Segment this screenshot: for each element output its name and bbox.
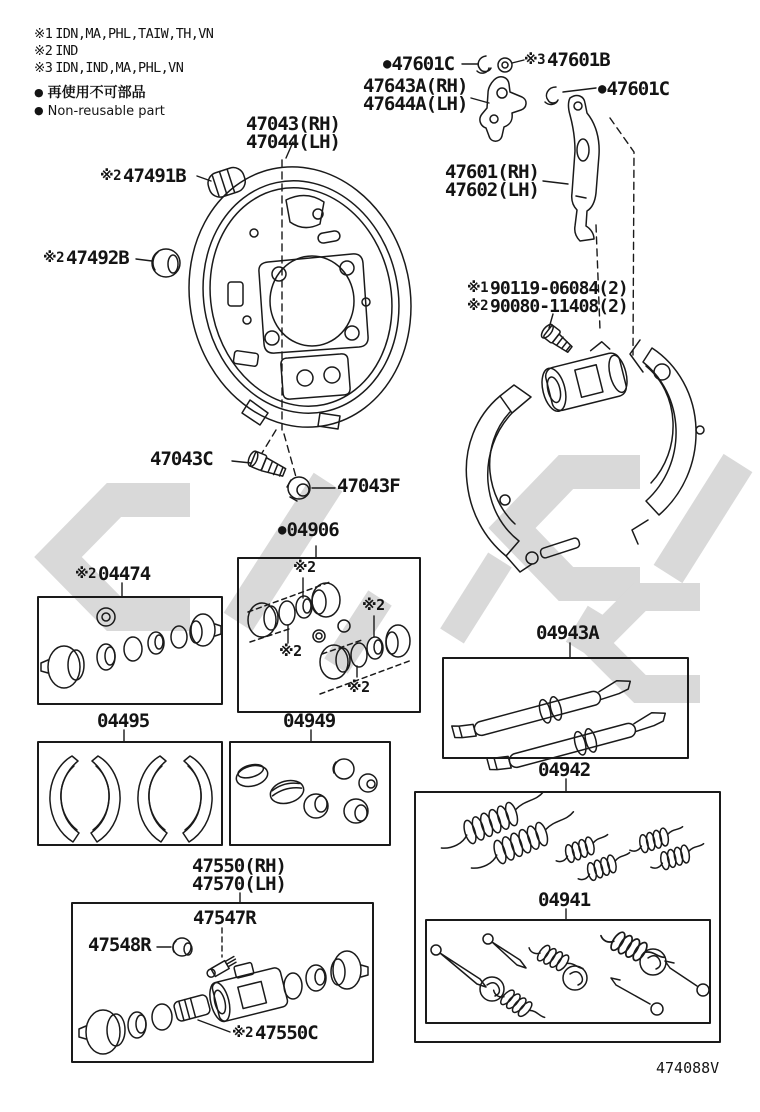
lever-47643a-drawing bbox=[480, 77, 526, 141]
applicability-note: ※2 bbox=[467, 298, 489, 314]
part-number: 47043C bbox=[150, 448, 213, 470]
applicability-note: ※2 bbox=[75, 566, 97, 582]
part-label-04495 bbox=[97, 712, 149, 731]
nonreusable-legend bbox=[34, 84, 213, 121]
applicability-note: ※2 bbox=[362, 596, 385, 614]
part-label-04906 bbox=[278, 521, 339, 540]
part-number: 47643A(RH) bbox=[363, 75, 468, 97]
part-number: 47043F bbox=[337, 475, 400, 497]
nonreusable-en bbox=[34, 102, 213, 121]
nonreusable-jp bbox=[34, 84, 213, 102]
applicability-note: ※2 bbox=[232, 1025, 254, 1041]
part-label-04942 bbox=[538, 761, 590, 780]
clip-47601c-right-drawing bbox=[545, 87, 558, 104]
part-label-47601c-top bbox=[383, 55, 454, 74]
part-number: 47644A(LH) bbox=[363, 93, 468, 115]
part-label-47492b bbox=[43, 249, 129, 268]
kit-04495-contents bbox=[50, 756, 212, 842]
part-label-47602 bbox=[445, 181, 539, 200]
applicability-note: ※2 bbox=[293, 558, 316, 576]
applicability-note: ※2 bbox=[347, 678, 370, 696]
part-number: 47550C bbox=[255, 1022, 318, 1044]
part-number: 47601(RH) bbox=[445, 161, 539, 183]
part-number: 04943A bbox=[536, 622, 599, 644]
kit-04942-contents bbox=[434, 792, 706, 884]
part-label-marker-04906-b bbox=[279, 643, 304, 662]
wheel-cylinder-assembly-drawing bbox=[535, 338, 631, 414]
part-number: 47550(RH) bbox=[192, 855, 286, 877]
part-number: 47491B bbox=[123, 165, 186, 187]
note-text-1: IDN,MA,PHL,TAIW,TH,VN bbox=[55, 26, 214, 42]
note-symbol-2: ※2 bbox=[34, 43, 53, 59]
drawing-code: 474088V bbox=[656, 1059, 720, 1077]
applicability-note: ※3 bbox=[524, 52, 546, 68]
part-number: 47570(LH) bbox=[192, 873, 286, 895]
part-number: 47043(RH) bbox=[246, 113, 340, 135]
part-label-04949 bbox=[283, 712, 335, 731]
legend-note-2 bbox=[34, 43, 213, 60]
box-04949 bbox=[230, 742, 390, 845]
nonreusable-bullet-icon: ● bbox=[278, 522, 286, 538]
part-number: 47601C bbox=[391, 53, 455, 75]
part-label-marker-04906-c bbox=[362, 597, 387, 616]
part-label-47043f bbox=[337, 477, 400, 496]
part-number: 90080-11408(2) bbox=[490, 296, 628, 317]
part-number: 04941 bbox=[538, 889, 591, 911]
part-label-47547r bbox=[193, 909, 256, 928]
bolt-90119-drawing bbox=[539, 322, 575, 355]
clip-47601c-top-drawing bbox=[477, 56, 512, 73]
part-label-47644a bbox=[363, 95, 467, 114]
applicability-note: ※2 bbox=[100, 168, 122, 184]
applicability-note: ※1 bbox=[467, 280, 489, 296]
plug-47492b-drawing bbox=[152, 249, 180, 277]
nonreusable-en-text: Non-reusable part bbox=[47, 104, 165, 119]
nonreusable-bullet-icon: ● bbox=[383, 56, 391, 72]
note-text-2: IND bbox=[55, 43, 78, 59]
kit-04941-contents bbox=[431, 920, 709, 1031]
part-number: 47548R bbox=[88, 934, 151, 956]
box-04943a bbox=[443, 658, 688, 758]
part-number: 47044(LH) bbox=[246, 131, 340, 153]
part-number: 47602(LH) bbox=[445, 179, 539, 201]
part-label-04474 bbox=[75, 565, 150, 584]
note-symbol-3: ※3 bbox=[34, 60, 53, 76]
part-label-47601c-right bbox=[598, 80, 669, 99]
part-label-47491b bbox=[100, 167, 186, 186]
part-number: 04906 bbox=[286, 519, 339, 541]
part-number: 90119-06084(2) bbox=[490, 278, 628, 299]
part-label-47550c bbox=[232, 1024, 318, 1043]
part-label-47548r bbox=[88, 936, 151, 955]
legend bbox=[34, 26, 213, 121]
box-04495 bbox=[38, 742, 222, 845]
bullet-icon: ● bbox=[34, 104, 44, 117]
applicability-note: ※2 bbox=[43, 250, 65, 266]
kit-04949-contents bbox=[234, 759, 377, 823]
part-number: 04474 bbox=[98, 563, 151, 585]
part-label-marker-04906-a bbox=[293, 559, 318, 578]
part-number: 04942 bbox=[538, 759, 591, 781]
part-label-marker-04906-d bbox=[347, 679, 372, 698]
nonreusable-bullet-icon: ● bbox=[598, 81, 606, 97]
part-number: 47547R bbox=[193, 907, 256, 929]
part-label-90080-11408 bbox=[467, 298, 628, 316]
part-number: 47492B bbox=[66, 247, 129, 269]
part-label-47601b bbox=[524, 51, 610, 70]
strut-47601-drawing bbox=[569, 96, 600, 241]
part-label-47044 bbox=[246, 133, 340, 152]
backing-plate-drawing bbox=[165, 146, 435, 448]
bolt-47043c-drawing bbox=[246, 450, 287, 479]
part-label-04941 bbox=[538, 891, 590, 910]
part-number: 47601C bbox=[606, 78, 670, 100]
applicability-note: ※2 bbox=[279, 642, 302, 660]
part-number: 04949 bbox=[283, 710, 336, 732]
bullet-icon: ● bbox=[34, 86, 44, 99]
legend-note-3 bbox=[34, 60, 213, 77]
note-text-3: IDN,IND,MA,PHL,VN bbox=[55, 60, 184, 76]
legend-note-1 bbox=[34, 26, 213, 43]
nonreusable-jp-text: 再使用不可部品 bbox=[47, 85, 146, 101]
note-symbol-1: ※1 bbox=[34, 26, 53, 42]
part-number: 04495 bbox=[97, 710, 150, 732]
part-number: 47601B bbox=[547, 49, 610, 71]
part-label-47570 bbox=[192, 875, 286, 894]
part-label-04943a bbox=[536, 624, 599, 643]
part-label-47043c bbox=[150, 450, 213, 469]
